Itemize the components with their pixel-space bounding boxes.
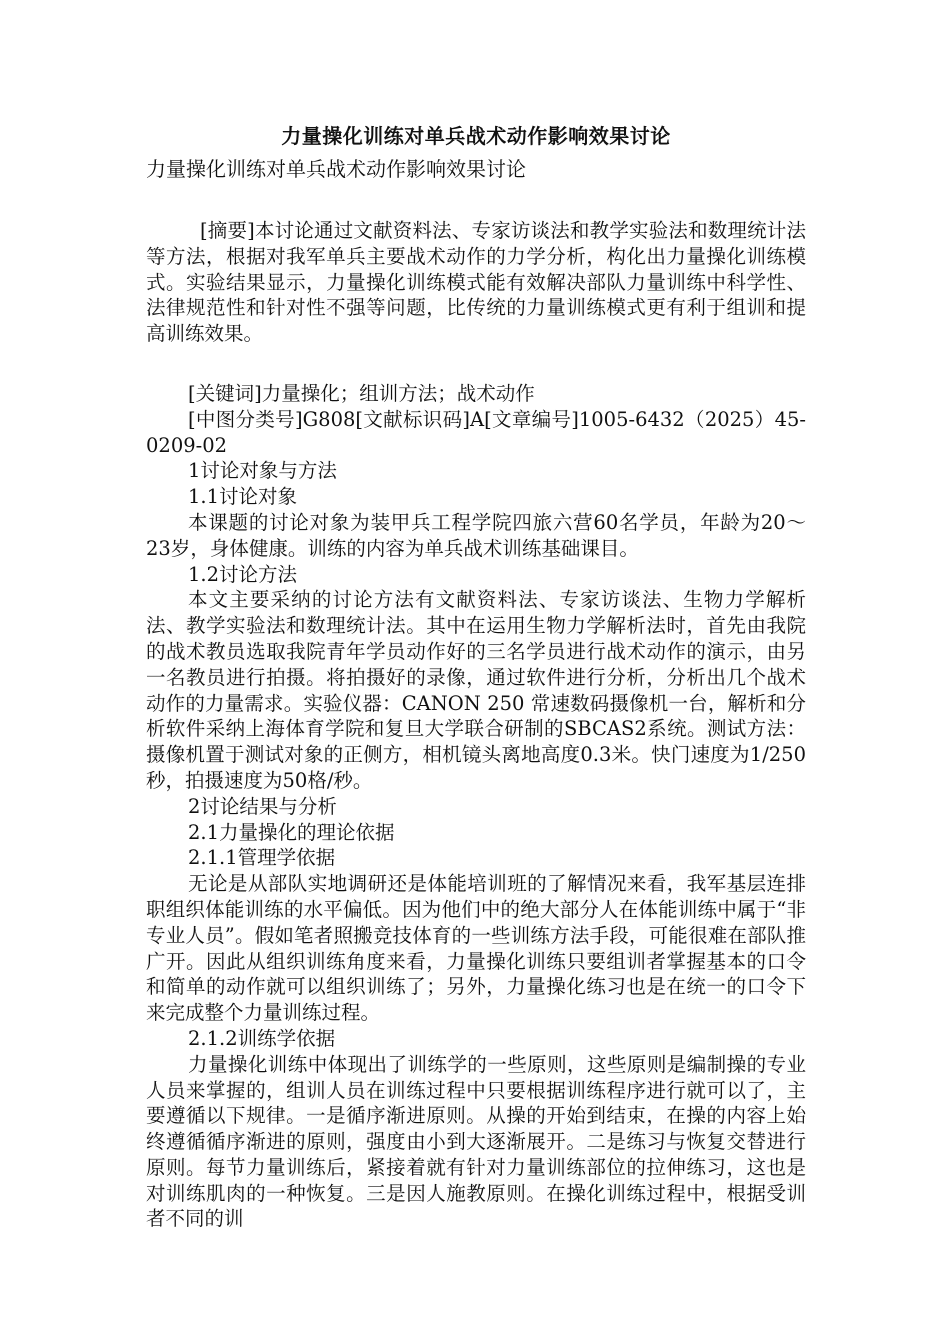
body-paragraph: 本文主要采纳的讨论方法有文献资料法、专家访谈法、生物力学解析法、教学实验法和数理统计法。其中在运用生物力学解析法时，首先由我院的战术教员选取我院青年学员动作好的三名学员进行战术动作的演示，由另一名教员进行拍摄。将拍摄好的录像，通过软件进行分析，分析出几个战术动作的力量需求。实验仪器：CANON 250 常速数码摄像机一台，解析和分析软件采纳上海体育学院和复旦大学联合研制的SBCAS2系统。测试方法：摄像机置于测试对象的正侧方，相机镜头离地高度0.3米。快门速度为1/250秒，拍摄速度为50格/秒。 [146, 588, 806, 792]
section-heading: 1讨论对象与方法 [188, 459, 337, 483]
keywords-line: [关键词]力量操化；组训方法；战术动作 [188, 381, 535, 405]
document-body [146, 458, 806, 1232]
section-heading: 2.1.2训练学依据 [188, 1026, 336, 1050]
classification-line: [中图分类号]G808[文献标识码]A[文章编号]1005-6432（2025）45-0209-02 [146, 407, 806, 457]
document-subtitle: 力量操化训练对单兵战术动作影响效果讨论 [146, 157, 526, 181]
section-heading: 2.1.1管理学依据 [188, 846, 336, 870]
document-page [146, 118, 806, 1232]
section-heading: 1.2讨论方法 [188, 562, 298, 586]
body-paragraph: 力量操化训练中体现出了训练学的一些原则，这些原则是编制操的专业人员来掌握的，组训人员在训练过程中只要根据训练程序进行就可以了，主要遵循以下规律。一是循序渐进原则。从操的开始到结束，在操的内容上始终遵循循序渐进的原则，强度由小到大逐渐展开。二是练习与恢复交替进行原则。每节力量训练后，紧接着就有针对力量训练部位的拉伸练习，这也是对训练肌肉的一种恢复。三是因人施教原则。在操化训练过程中，根据受训者不同的训 [146, 1052, 806, 1231]
section-heading: 1.1讨论对象 [188, 485, 298, 509]
section-heading: 2讨论结果与分析 [188, 794, 337, 818]
document-title: 力量操化训练对单兵战术动作影响效果讨论 [281, 124, 671, 148]
body-paragraph: 本课题的讨论对象为装甲兵工程学院四旅六营60名学员，年龄为20～23岁，身体健康。训练的内容为单兵战术训练基础课目。 [146, 510, 806, 560]
abstract-paragraph: [摘要]本讨论通过文献资料法、专家访谈法和教学实验法和数理统计法等方法，根据对我军单兵主要战术动作的力学分析，构化出力量操化训练模式。实验结果显示，力量操化训练模式能有效解决部队力量训练中科学性、法律规范性和针对性不强等问题，比传统的力量训练模式更有利于组训和提高训练效果。 [146, 219, 806, 346]
body-paragraph: 无论是从部队实地调研还是体能培训班的了解情况来看，我军基层连排职组织体能训练的水平偏低。因为他们中的绝大部分人在体能训练中属于“非专业人员”。假如笔者照搬竞技体育的一些训练方法手段，可能很难在部队推广开。因此从组织训练角度来看，力量操化训练只要组训者掌握基本的口令和简单的动作就可以组织训练了；另外，力量操化练习也是在统一的口令下来完成整个力量训练过程。 [146, 872, 806, 1025]
section-heading: 2.1力量操化的理论依据 [188, 820, 395, 844]
